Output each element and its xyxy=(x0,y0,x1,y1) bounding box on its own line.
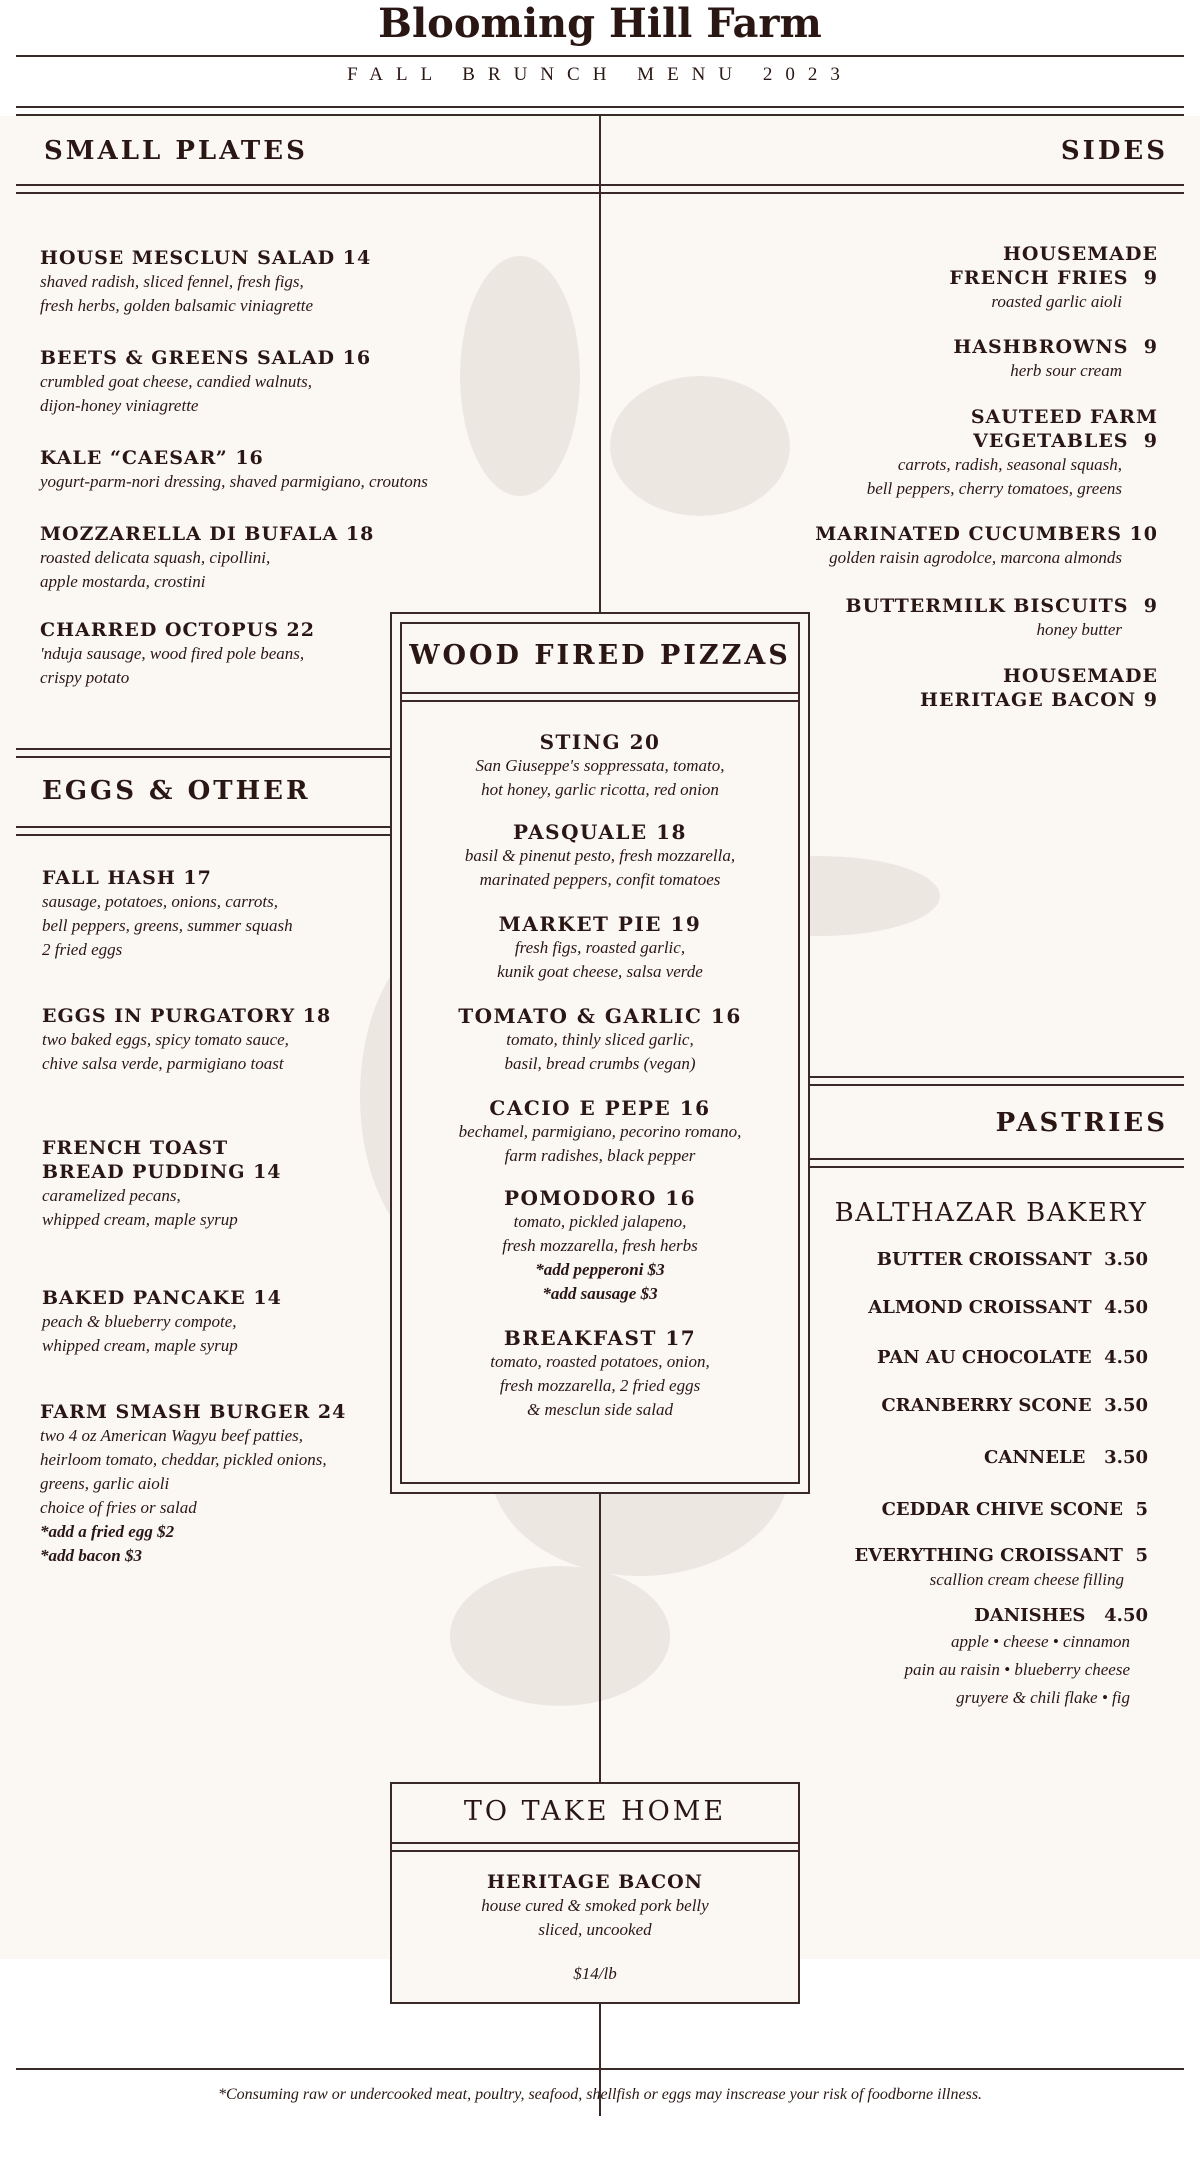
item-name xyxy=(788,1394,1148,1418)
pastry-name: ALMOND CROISSANT xyxy=(868,1297,1092,1318)
restaurant-title: Blooming Hill Farm xyxy=(378,0,822,47)
item-name: BREAKFAST 17 xyxy=(503,1326,697,1350)
pastry-price: 5 xyxy=(1135,1499,1148,1520)
small-plate-item xyxy=(40,246,560,318)
item-desc: sausage, potatoes, onions, carrots, bell peppers, greens, summer squash 2 fried eggs xyxy=(42,892,293,959)
eggs-rule-bottom-b xyxy=(16,834,390,836)
pastry-name: EVERYTHING CROISSANT xyxy=(854,1545,1123,1566)
item-desc: two baked eggs, spicy tomato sauce, chive salsa verde, parmigiano toast xyxy=(42,1030,289,1073)
sides-heading: SIDES xyxy=(1060,136,1168,166)
header-rule-top xyxy=(16,106,1184,108)
pastry-item xyxy=(788,1296,1148,1320)
item-name: MARKET PIE 19 xyxy=(498,912,702,936)
item-name: TOMATO & GARLIC 16 xyxy=(458,1004,742,1028)
pastry-item xyxy=(788,1604,1148,1712)
eggs-heading: EGGS & OTHER xyxy=(42,776,311,806)
side-price: 9 xyxy=(1143,595,1158,617)
eggs-item xyxy=(42,1286,392,1358)
pizzas-rule-b xyxy=(400,700,800,702)
side-price: 10 xyxy=(1129,523,1158,545)
item-name xyxy=(678,522,1158,546)
menu-subtitle: FALL BRUNCH MENU 2023 xyxy=(347,64,853,85)
plates-rule-bottom xyxy=(16,192,1184,194)
side-name: SAUTEED FARM VEGETABLES xyxy=(970,406,1158,452)
item-name xyxy=(788,1248,1148,1272)
item-name xyxy=(788,1604,1148,1628)
take-home-rule-a xyxy=(390,1842,800,1844)
item-name: BEETS & GREENS SALAD 16 xyxy=(40,347,372,369)
item-name xyxy=(698,335,1158,359)
pastry-price: 5 xyxy=(1135,1545,1148,1566)
pizzas-heading: WOOD FIRED PIZZAS xyxy=(409,640,791,671)
item-name xyxy=(758,594,1158,618)
pastry-name: CEDDAR CHIVE SCONE xyxy=(881,1499,1123,1520)
eggs-item xyxy=(42,1136,392,1232)
pastries-rule-top-b xyxy=(810,1084,1184,1086)
pastry-item xyxy=(788,1346,1148,1370)
item-name: CACIO E PEPE 16 xyxy=(489,1096,711,1120)
item-name xyxy=(788,1544,1148,1568)
item-name: BAKED PANCAKE 14 xyxy=(42,1287,282,1309)
item-name: FRENCH TOAST BREAD PUDDING 14 xyxy=(42,1137,282,1183)
item-desc: herb sour cream xyxy=(1010,361,1122,380)
side-item xyxy=(698,405,1158,501)
footer-rule xyxy=(16,2068,1184,2070)
item-desc: tomato, thinly sliced garlic, basil, bread crumbs (vegan) xyxy=(504,1030,696,1073)
item-desc: crumbled goat cheese, candied walnuts, dijon-honey viniagrette xyxy=(40,372,312,415)
side-name: HASHBROWNS xyxy=(953,336,1129,358)
side-item xyxy=(678,522,1158,570)
pizza-item xyxy=(400,1096,800,1168)
pastry-price: 4.50 xyxy=(1104,1605,1148,1626)
pizza-item xyxy=(400,1004,800,1076)
item-name: STING 20 xyxy=(539,730,661,754)
pizza-item xyxy=(400,730,800,802)
item-extra: *add pepperoni $3 xyxy=(535,1260,665,1279)
item-desc: San Giuseppe's soppressata, tomato, hot honey, garlic ricotta, red onion xyxy=(475,756,725,799)
pastry-item xyxy=(788,1498,1148,1522)
item-desc: fresh figs, roasted garlic, kunik goat cheese, salsa verde xyxy=(497,938,703,981)
item-name: HOUSE MESCLUN SALAD 14 xyxy=(40,247,372,269)
pastry-name: DANISHES xyxy=(974,1605,1086,1626)
pastry-name: CRANBERRY SCONE xyxy=(881,1395,1092,1416)
item-name xyxy=(698,242,1158,290)
eggs-rule-top-a xyxy=(16,748,390,750)
small-plate-item xyxy=(40,346,560,418)
item-desc: roasted delicata squash, cipollini, apple mostarda, crostini xyxy=(40,548,271,591)
item-desc: 'nduja sausage, wood fired pole beans, crispy potato xyxy=(40,644,305,687)
item-desc: roasted garlic aioli xyxy=(991,292,1122,311)
pastry-name: PAN AU CHOCOLATE xyxy=(876,1347,1092,1368)
pastry-price: 3.50 xyxy=(1104,1249,1148,1270)
item-desc: two 4 oz American Wagyu beef patties, heirloom tomato, cheddar, pickled onions, greens, garlic aioli choice of fries or salad xyxy=(40,1426,327,1517)
pastry-name: CANNELE xyxy=(984,1447,1086,1468)
eggs-item xyxy=(40,1400,400,1568)
item-name xyxy=(788,1296,1148,1320)
item-desc: carrots, radish, seasonal squash, bell peppers, cherry tomatoes, greens xyxy=(866,455,1122,498)
pizzas-rule-a xyxy=(400,692,800,694)
pizza-item xyxy=(400,1326,800,1422)
pizza-item xyxy=(400,820,800,892)
item-desc: golden raisin agrodolce, marcona almonds xyxy=(829,548,1122,567)
item-name: CHARRED OCTOPUS 22 xyxy=(40,619,315,641)
side-price: 9 xyxy=(1143,430,1158,452)
pastry-item xyxy=(788,1394,1148,1418)
side-item xyxy=(758,664,1158,712)
title-rule xyxy=(16,55,1184,57)
item-desc: tomato, roasted potatoes, onion, fresh mozzarella, 2 fried eggs & mesclun side salad xyxy=(490,1352,710,1419)
item-desc: basil & pinenut pesto, fresh mozzarella, marinated peppers, confit tomatoes xyxy=(464,846,736,889)
side-item xyxy=(698,335,1158,383)
take-home-heading: TO TAKE HOME xyxy=(463,1796,727,1827)
item-name: POMODORO 16 xyxy=(503,1186,697,1210)
item-desc: tomato, pickled jalapeno, fresh mozzarella, fresh herbs xyxy=(502,1212,698,1255)
pizza-item xyxy=(400,1186,800,1306)
side-name: HOUSEMADE HERITAGE BACON xyxy=(920,665,1158,711)
pastry-name: BUTTER CROISSANT xyxy=(876,1249,1092,1270)
side-name: HOUSEMADE FRENCH FRIES xyxy=(949,243,1158,289)
pastry-item xyxy=(788,1248,1148,1272)
side-name: MARINATED CUCUMBERS xyxy=(815,523,1122,545)
item-desc: honey butter xyxy=(1036,620,1122,639)
item-name: MOZZARELLA DI BUFALA 18 xyxy=(40,523,375,545)
take-home-rule-b xyxy=(390,1850,800,1852)
eggs-rule-bottom-a xyxy=(16,826,390,828)
pastry-item xyxy=(788,1544,1148,1592)
item-name: FALL HASH 17 xyxy=(42,867,212,889)
pastry-price: 3.50 xyxy=(1104,1395,1148,1416)
item-name: EGGS IN PURGATORY 18 xyxy=(42,1005,332,1027)
pastry-item xyxy=(788,1446,1148,1470)
pastries-rule-bottom-b xyxy=(810,1166,1184,1168)
item-name: HERITAGE BACON xyxy=(486,1871,704,1893)
small-plate-item xyxy=(40,618,400,690)
food-safety-notice: *Consuming raw or undercooked meat, poultry, seafood, shellfish or eggs may inscrease your risk of foodborne illness. xyxy=(217,2086,983,2103)
item-name xyxy=(698,405,1158,453)
item-extra: *add bacon $3 xyxy=(40,1546,142,1565)
item-desc: house cured & smoked pork belly sliced, uncooked xyxy=(481,1896,709,1939)
eggs-item xyxy=(42,866,392,962)
side-name: BUTTERMILK BISCUITS xyxy=(845,595,1129,617)
item-name xyxy=(758,664,1158,712)
pastry-price: 4.50 xyxy=(1104,1347,1148,1368)
small-plate-item xyxy=(40,446,580,494)
take-home-item xyxy=(390,1870,800,1986)
item-name: PASQUALE 18 xyxy=(513,820,687,844)
pastries-heading: PASTRIES xyxy=(995,1108,1168,1138)
side-price: 9 xyxy=(1143,336,1158,358)
side-price: 9 xyxy=(1143,689,1158,711)
pastry-price: 4.50 xyxy=(1104,1297,1148,1318)
pastry-price: 3.50 xyxy=(1104,1447,1148,1468)
item-desc: shaved radish, sliced fennel, fresh figs, fresh herbs, golden balsamic viniagrette xyxy=(40,272,314,315)
item-name: FARM SMASH BURGER 24 xyxy=(40,1401,347,1423)
item-desc: yogurt-parm-nori dressing, shaved parmigiano, croutons xyxy=(40,472,428,491)
pizza-item xyxy=(400,912,800,984)
item-desc: caramelized pecans, whipped cream, maple syrup xyxy=(42,1186,238,1229)
plates-rule-top xyxy=(16,184,1184,186)
item-name: KALE “CAESAR” 16 xyxy=(40,447,264,469)
side-item xyxy=(758,594,1158,642)
item-desc: scallion cream cheese filling xyxy=(929,1570,1124,1589)
item-extra: *add sausage $3 xyxy=(542,1284,658,1303)
item-extra: *add a fried egg $2 xyxy=(40,1522,175,1541)
side-item xyxy=(698,242,1158,314)
small-plate-item xyxy=(40,522,560,594)
pastries-rule-bottom-a xyxy=(810,1158,1184,1160)
item-desc: apple • cheese • cinnamon pain au raisin • blueberry cheese gruyere & chili flake • fig xyxy=(904,1632,1130,1707)
item-name xyxy=(788,1498,1148,1522)
bakery-name: BALTHAZAR BAKERY xyxy=(834,1198,1148,1228)
side-price: 9 xyxy=(1143,267,1158,289)
item-desc: bechamel, parmigiano, pecorino romano, farm radishes, black pepper xyxy=(458,1122,742,1165)
eggs-item xyxy=(42,1004,392,1076)
item-price: $14/lb xyxy=(573,1964,617,1983)
small-plates-heading: SMALL PLATES xyxy=(44,136,308,166)
item-desc: peach & blueberry compote, whipped cream, maple syrup xyxy=(42,1312,238,1355)
item-name xyxy=(788,1446,1148,1470)
eggs-rule-top-b xyxy=(16,756,390,758)
item-name xyxy=(788,1346,1148,1370)
pastries-rule-top-a xyxy=(810,1076,1184,1078)
